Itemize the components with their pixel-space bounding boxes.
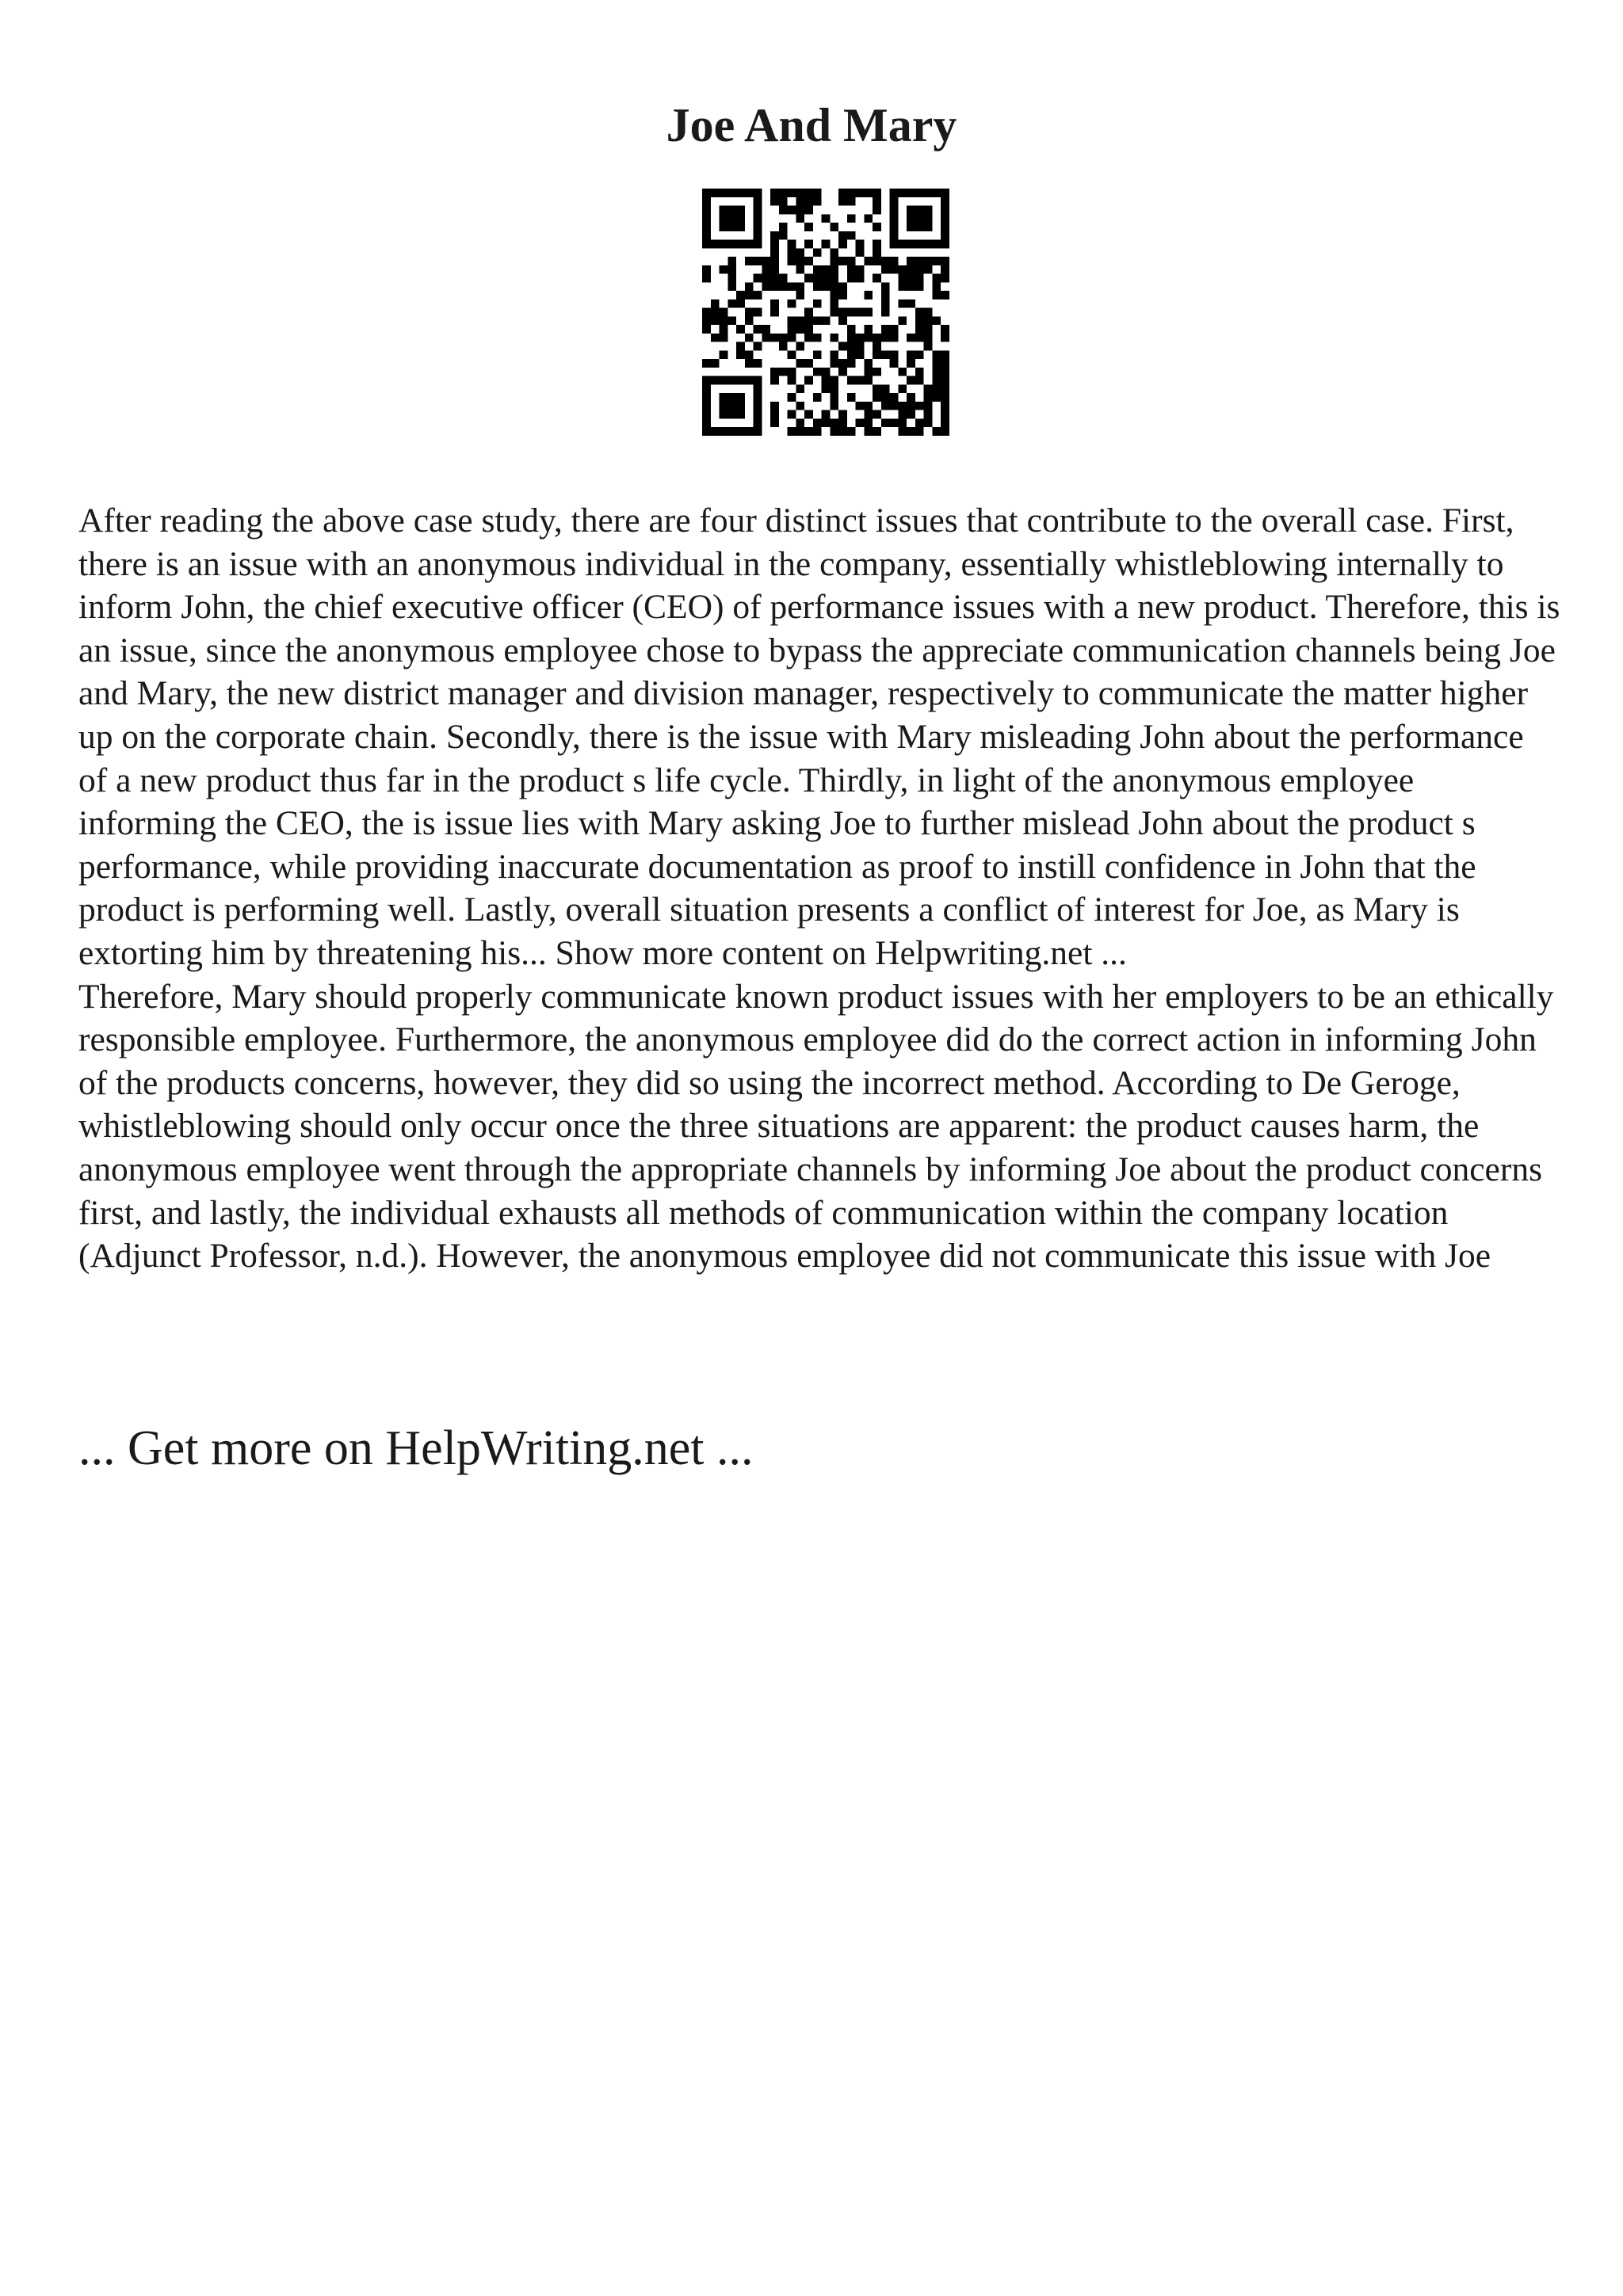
get-more-link[interactable]: ... Get more on HelpWriting.net ... (78, 1421, 754, 1475)
qr-code-icon (702, 189, 949, 436)
page-title: Joe And Mary (666, 99, 957, 151)
article-body (78, 499, 1560, 1278)
paragraph-2: Therefore, Mary should properly communicate known product issues with her employers to be an ethically responsible employee. Furthermore, the anonymous employee did do the correct action in informing John of the products concerns, however, they did so using the incorrect method. According to De Geroge, whistleblowing should only occur once the three situations are apparent: the product causes harm, the anonymous employee went through the appropriate channels by informing Joe about the product concerns first, and lastly, the individual exhausts all methods of communication within the company location (Adjunct Professor, n.d.). However, the anonymous employee did not communicate this issue with Joe (78, 977, 1554, 1276)
paragraph-1: After reading the above case study, there are four distinct issues that contribute to the overall case. First, there is an issue with an anonymous individual in the company, essentially whistleblowing internally to inform John, the chief executive officer (CEO) of performance issues with a new product. Therefore, this is an issue, since the anonymous employee chose to bypass the appreciate communication channels being Joe and Mary, the new district manager and division manager, respectively to communicate the matter higher up on the corporate chain. Secondly, there is the issue with Mary misleading John about the performance of a new product thus far in the product s life cycle. Thirdly, in light of the anonymous employee informing the CEO, the is issue lies with Mary asking Joe to further mislead John about the product s performance, while providing inaccurate documentation as proof to instill confidence in John that the product is performing well. Lastly, overall situation presents a conflict of interest for Joe, as Mary is extorting him by threatening his... Show more content on Helpwriting.net ... (78, 502, 1560, 972)
